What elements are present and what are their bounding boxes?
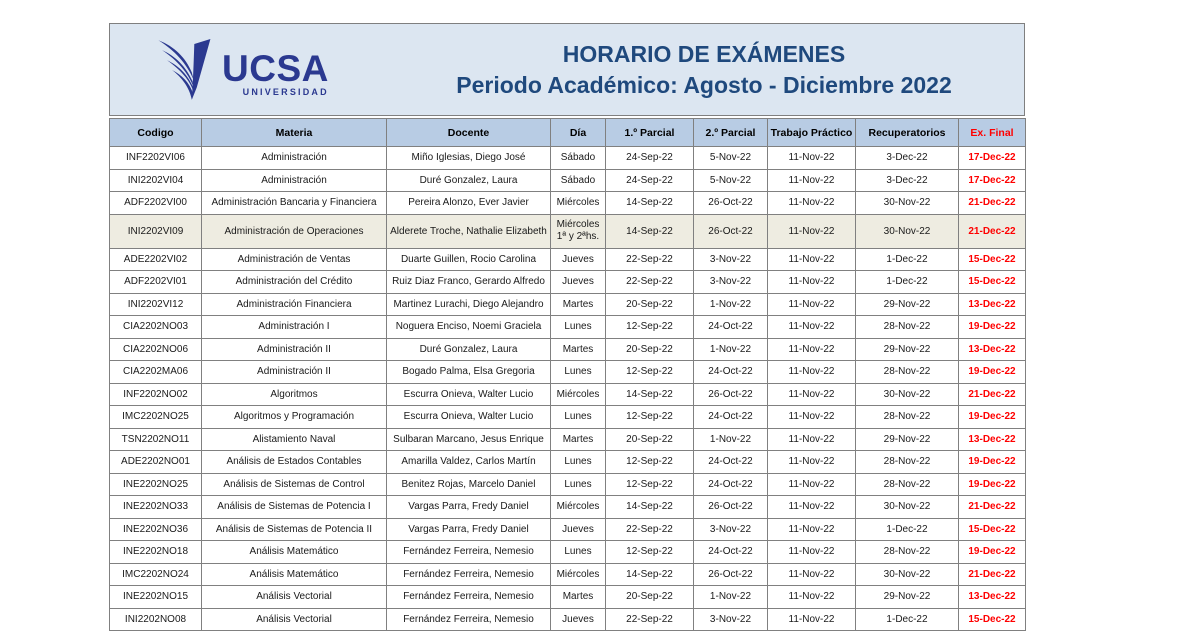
cell-materia: Análisis de Sistemas de Potencia I <box>202 496 387 519</box>
cell-recuperatorios: 29-Nov-22 <box>856 586 959 609</box>
cell-parcial-2: 24-Oct-22 <box>694 361 768 384</box>
cell-docente: Martinez Lurachi, Diego Alejandro <box>387 293 551 316</box>
cell-trabajo-practico: 11-Nov-22 <box>768 451 856 474</box>
cell-parcial-1: 14-Sep-22 <box>606 563 694 586</box>
cell-parcial-1: 24-Sep-22 <box>606 147 694 170</box>
cell-parcial-2: 1-Nov-22 <box>694 586 768 609</box>
cell-docente: Fernández Ferreira, Nemesio <box>387 541 551 564</box>
cell-dia: Lunes <box>551 316 606 339</box>
cell-dia: Sábado <box>551 147 606 170</box>
cell-parcial-2: 5-Nov-22 <box>694 147 768 170</box>
cell-ex-final: 19-Dec-22 <box>959 451 1026 474</box>
cell-docente: Amarilla Valdez, Carlos Martín <box>387 451 551 474</box>
column-header-ex-final: Ex. Final <box>959 119 1026 147</box>
ucsa-logo <box>156 39 394 101</box>
ucsa-swoosh-icon <box>156 39 214 101</box>
cell-parcial-2: 24-Oct-22 <box>694 406 768 429</box>
cell-recuperatorios: 1-Dec-22 <box>856 518 959 541</box>
cell-docente: Duré Gonzalez, Laura <box>387 169 551 192</box>
cell-ex-final: 13-Dec-22 <box>959 586 1026 609</box>
cell-codigo: TSN2202NO11 <box>110 428 202 451</box>
cell-trabajo-practico: 11-Nov-22 <box>768 383 856 406</box>
cell-trabajo-practico: 11-Nov-22 <box>768 338 856 361</box>
cell-materia: Análisis de Estados Contables <box>202 451 387 474</box>
table-row <box>110 608 1026 631</box>
cell-ex-final: 19-Dec-22 <box>959 406 1026 429</box>
cell-dia: Lunes <box>551 451 606 474</box>
column-header-docente: Docente <box>387 119 551 147</box>
cell-materia: Administración <box>202 147 387 170</box>
cell-dia: Lunes <box>551 473 606 496</box>
document-page <box>109 23 1025 631</box>
cell-recuperatorios: 1-Dec-22 <box>856 271 959 294</box>
cell-parcial-1: 20-Sep-22 <box>606 293 694 316</box>
cell-docente: Duarte Guillen, Rocio Carolina <box>387 248 551 271</box>
cell-codigo: INF2202NO02 <box>110 383 202 406</box>
cell-materia: Administración de Operaciones <box>202 214 387 248</box>
cell-materia: Análisis Vectorial <box>202 608 387 631</box>
cell-recuperatorios: 28-Nov-22 <box>856 451 959 474</box>
cell-parcial-2: 26-Oct-22 <box>694 383 768 406</box>
cell-parcial-1: 24-Sep-22 <box>606 169 694 192</box>
table-row <box>110 586 1026 609</box>
cell-trabajo-practico: 11-Nov-22 <box>768 248 856 271</box>
cell-docente: Vargas Parra, Fredy Daniel <box>387 496 551 519</box>
cell-ex-final: 19-Dec-22 <box>959 361 1026 384</box>
table-row <box>110 541 1026 564</box>
table-row <box>110 563 1026 586</box>
cell-ex-final: 21-Dec-22 <box>959 496 1026 519</box>
cell-materia: Análisis Vectorial <box>202 586 387 609</box>
cell-parcial-2: 3-Nov-22 <box>694 608 768 631</box>
cell-parcial-2: 5-Nov-22 <box>694 169 768 192</box>
cell-trabajo-practico: 11-Nov-22 <box>768 406 856 429</box>
cell-dia: Miércoles <box>551 192 606 215</box>
cell-ex-final: 21-Dec-22 <box>959 383 1026 406</box>
cell-trabajo-practico: 11-Nov-22 <box>768 541 856 564</box>
cell-recuperatorios: 29-Nov-22 <box>856 338 959 361</box>
cell-ex-final: 19-Dec-22 <box>959 541 1026 564</box>
cell-recuperatorios: 30-Nov-22 <box>856 214 959 248</box>
cell-parcial-2: 3-Nov-22 <box>694 271 768 294</box>
cell-dia: Miércoles <box>551 383 606 406</box>
cell-trabajo-practico: 11-Nov-22 <box>768 608 856 631</box>
column-header-codigo: Codigo <box>110 119 202 147</box>
cell-docente: Bogado Palma, Elsa Gregoria <box>387 361 551 384</box>
ucsa-logo-text <box>222 48 329 100</box>
cell-docente: Noguera Enciso, Noemi Graciela <box>387 316 551 339</box>
cell-docente: Fernández Ferreira, Nemesio <box>387 608 551 631</box>
cell-parcial-1: 20-Sep-22 <box>606 586 694 609</box>
cell-dia: Jueves <box>551 518 606 541</box>
cell-recuperatorios: 1-Dec-22 <box>856 248 959 271</box>
logo-subtitle: UNIVERSIDAD <box>242 86 329 97</box>
cell-trabajo-practico: 11-Nov-22 <box>768 473 856 496</box>
table-row <box>110 428 1026 451</box>
cell-trabajo-practico: 11-Nov-22 <box>768 214 856 248</box>
document-header <box>109 23 1025 116</box>
cell-codigo: CIA2202MA06 <box>110 361 202 384</box>
cell-trabajo-practico: 11-Nov-22 <box>768 586 856 609</box>
table-row <box>110 293 1026 316</box>
cell-parcial-1: 20-Sep-22 <box>606 338 694 361</box>
cell-ex-final: 21-Dec-22 <box>959 563 1026 586</box>
cell-materia: Análisis de Sistemas de Control <box>202 473 387 496</box>
cell-ex-final: 15-Dec-22 <box>959 271 1026 294</box>
cell-recuperatorios: 1-Dec-22 <box>856 608 959 631</box>
cell-ex-final: 15-Dec-22 <box>959 518 1026 541</box>
cell-trabajo-practico: 11-Nov-22 <box>768 518 856 541</box>
cell-ex-final: 15-Dec-22 <box>959 248 1026 271</box>
table-row <box>110 383 1026 406</box>
table-row <box>110 147 1026 170</box>
cell-codigo: CIA2202NO03 <box>110 316 202 339</box>
cell-dia: Lunes <box>551 361 606 384</box>
cell-codigo: INE2202NO36 <box>110 518 202 541</box>
table-row <box>110 214 1026 248</box>
cell-codigo: INI2202VI09 <box>110 214 202 248</box>
cell-dia: Martes <box>551 428 606 451</box>
cell-parcial-1: 22-Sep-22 <box>606 608 694 631</box>
cell-dia: Jueves <box>551 271 606 294</box>
cell-ex-final: 21-Dec-22 <box>959 214 1026 248</box>
table-row <box>110 496 1026 519</box>
cell-dia: Martes <box>551 293 606 316</box>
cell-recuperatorios: 30-Nov-22 <box>856 383 959 406</box>
cell-dia: Lunes <box>551 406 606 429</box>
cell-docente: Fernández Ferreira, Nemesio <box>387 586 551 609</box>
cell-trabajo-practico: 11-Nov-22 <box>768 316 856 339</box>
cell-recuperatorios: 30-Nov-22 <box>856 192 959 215</box>
cell-parcial-1: 12-Sep-22 <box>606 451 694 474</box>
cell-codigo: INE2202NO15 <box>110 586 202 609</box>
cell-docente: Escurra Onieva, Walter Lucio <box>387 383 551 406</box>
cell-parcial-1: 12-Sep-22 <box>606 361 694 384</box>
cell-parcial-1: 14-Sep-22 <box>606 214 694 248</box>
cell-parcial-2: 1-Nov-22 <box>694 338 768 361</box>
table-row <box>110 451 1026 474</box>
document-title <box>394 39 1024 100</box>
cell-ex-final: 13-Dec-22 <box>959 338 1026 361</box>
cell-parcial-1: 12-Sep-22 <box>606 541 694 564</box>
cell-codigo: INI2202VI12 <box>110 293 202 316</box>
cell-docente: Pereira Alonzo, Ever Javier <box>387 192 551 215</box>
cell-parcial-1: 20-Sep-22 <box>606 428 694 451</box>
cell-codigo: IMC2202NO25 <box>110 406 202 429</box>
cell-materia: Administración II <box>202 361 387 384</box>
cell-parcial-2: 26-Oct-22 <box>694 563 768 586</box>
cell-materia: Algoritmos y Programación <box>202 406 387 429</box>
cell-materia: Análisis de Sistemas de Potencia II <box>202 518 387 541</box>
cell-parcial-1: 22-Sep-22 <box>606 518 694 541</box>
table-row <box>110 518 1026 541</box>
cell-materia: Administración del Crédito <box>202 271 387 294</box>
cell-codigo: INE2202NO25 <box>110 473 202 496</box>
cell-codigo: ADF2202VI01 <box>110 271 202 294</box>
schedule-table-body <box>110 147 1026 631</box>
cell-trabajo-practico: 11-Nov-22 <box>768 361 856 384</box>
cell-dia: Jueves <box>551 608 606 631</box>
cell-docente: Miño Iglesias, Diego José <box>387 147 551 170</box>
cell-ex-final: 13-Dec-22 <box>959 293 1026 316</box>
cell-parcial-2: 24-Oct-22 <box>694 473 768 496</box>
cell-materia: Administración I <box>202 316 387 339</box>
cell-codigo: ADE2202NO01 <box>110 451 202 474</box>
cell-parcial-2: 26-Oct-22 <box>694 192 768 215</box>
cell-parcial-2: 3-Nov-22 <box>694 518 768 541</box>
cell-recuperatorios: 29-Nov-22 <box>856 428 959 451</box>
cell-trabajo-practico: 11-Nov-22 <box>768 563 856 586</box>
cell-codigo: CIA2202NO06 <box>110 338 202 361</box>
cell-dia: Miércoles <box>551 563 606 586</box>
cell-codigo: ADF2202VI00 <box>110 192 202 215</box>
table-row <box>110 361 1026 384</box>
cell-ex-final: 17-Dec-22 <box>959 147 1026 170</box>
cell-trabajo-practico: 11-Nov-22 <box>768 192 856 215</box>
cell-recuperatorios: 3-Dec-22 <box>856 169 959 192</box>
cell-parcial-1: 14-Sep-22 <box>606 383 694 406</box>
cell-codigo: INF2202VI06 <box>110 147 202 170</box>
cell-materia: Alistamiento Naval <box>202 428 387 451</box>
cell-parcial-1: 12-Sep-22 <box>606 316 694 339</box>
cell-docente: Sulbaran Marcano, Jesus Enrique <box>387 428 551 451</box>
table-row <box>110 338 1026 361</box>
logo-wordmark: UCSA <box>222 48 329 90</box>
cell-materia: Administración <box>202 169 387 192</box>
cell-ex-final: 17-Dec-22 <box>959 169 1026 192</box>
column-header-materia: Materia <box>202 119 387 147</box>
table-row <box>110 192 1026 215</box>
cell-trabajo-practico: 11-Nov-22 <box>768 169 856 192</box>
cell-recuperatorios: 28-Nov-22 <box>856 316 959 339</box>
cell-docente: Benitez Rojas, Marcelo Daniel <box>387 473 551 496</box>
cell-trabajo-practico: 11-Nov-22 <box>768 496 856 519</box>
column-header-parcial-1: 1.º Parcial <box>606 119 694 147</box>
cell-docente: Escurra Onieva, Walter Lucio <box>387 406 551 429</box>
cell-codigo: ADE2202VI02 <box>110 248 202 271</box>
cell-ex-final: 19-Dec-22 <box>959 316 1026 339</box>
cell-recuperatorios: 28-Nov-22 <box>856 541 959 564</box>
cell-dia: Sábado <box>551 169 606 192</box>
cell-recuperatorios: 28-Nov-22 <box>856 473 959 496</box>
cell-ex-final: 19-Dec-22 <box>959 473 1026 496</box>
cell-codigo: INE2202NO18 <box>110 541 202 564</box>
cell-codigo: INI2202VI04 <box>110 169 202 192</box>
cell-docente: Duré Gonzalez, Laura <box>387 338 551 361</box>
cell-materia: Administración II <box>202 338 387 361</box>
cell-docente: Fernández Ferreira, Nemesio <box>387 563 551 586</box>
cell-ex-final: 21-Dec-22 <box>959 192 1026 215</box>
cell-parcial-2: 3-Nov-22 <box>694 248 768 271</box>
cell-recuperatorios: 29-Nov-22 <box>856 293 959 316</box>
cell-recuperatorios: 28-Nov-22 <box>856 361 959 384</box>
cell-parcial-2: 1-Nov-22 <box>694 428 768 451</box>
cell-docente: Vargas Parra, Fredy Daniel <box>387 518 551 541</box>
cell-dia: Lunes <box>551 541 606 564</box>
cell-parcial-1: 14-Sep-22 <box>606 496 694 519</box>
cell-trabajo-practico: 11-Nov-22 <box>768 428 856 451</box>
column-header-trabajo-practico: Trabajo Práctico <box>768 119 856 147</box>
cell-parcial-1: 12-Sep-22 <box>606 406 694 429</box>
cell-materia: Administración de Ventas <box>202 248 387 271</box>
cell-dia: Miércoles 1ª y 2ªhs. <box>551 214 606 248</box>
cell-recuperatorios: 3-Dec-22 <box>856 147 959 170</box>
cell-materia: Análisis Matemático <box>202 541 387 564</box>
cell-recuperatorios: 30-Nov-22 <box>856 563 959 586</box>
column-header-parcial-2: 2.º Parcial <box>694 119 768 147</box>
table-row <box>110 271 1026 294</box>
table-row <box>110 406 1026 429</box>
cell-codigo: IMC2202NO24 <box>110 563 202 586</box>
cell-materia: Administración Bancaria y Financiera <box>202 192 387 215</box>
cell-materia: Administración Financiera <box>202 293 387 316</box>
cell-docente: Alderete Troche, Nathalie Elizabeth <box>387 214 551 248</box>
column-header-row <box>110 119 1026 147</box>
table-row <box>110 316 1026 339</box>
cell-codigo: INI2202NO08 <box>110 608 202 631</box>
cell-parcial-2: 24-Oct-22 <box>694 541 768 564</box>
cell-codigo: INE2202NO33 <box>110 496 202 519</box>
cell-parcial-2: 26-Oct-22 <box>694 214 768 248</box>
cell-parcial-1: 22-Sep-22 <box>606 271 694 294</box>
cell-ex-final: 13-Dec-22 <box>959 428 1026 451</box>
cell-parcial-1: 12-Sep-22 <box>606 473 694 496</box>
table-row <box>110 169 1026 192</box>
cell-materia: Algoritmos <box>202 383 387 406</box>
column-header-recuperatorios: Recuperatorios <box>856 119 959 147</box>
cell-parcial-2: 24-Oct-22 <box>694 316 768 339</box>
title-line-1: HORARIO DE EXÁMENES <box>562 41 846 68</box>
column-header-dia: Día <box>551 119 606 147</box>
cell-parcial-2: 24-Oct-22 <box>694 451 768 474</box>
table-row <box>110 248 1026 271</box>
cell-dia: Jueves <box>551 248 606 271</box>
table-row <box>110 473 1026 496</box>
cell-dia: Martes <box>551 586 606 609</box>
cell-parcial-1: 14-Sep-22 <box>606 192 694 215</box>
cell-parcial-1: 22-Sep-22 <box>606 248 694 271</box>
cell-trabajo-practico: 11-Nov-22 <box>768 293 856 316</box>
cell-recuperatorios: 30-Nov-22 <box>856 496 959 519</box>
cell-ex-final: 15-Dec-22 <box>959 608 1026 631</box>
cell-docente: Ruiz Diaz Franco, Gerardo Alfredo <box>387 271 551 294</box>
cell-recuperatorios: 28-Nov-22 <box>856 406 959 429</box>
cell-materia: Análisis Matemático <box>202 563 387 586</box>
exam-schedule-table <box>109 118 1026 631</box>
cell-dia: Martes <box>551 338 606 361</box>
cell-parcial-2: 1-Nov-22 <box>694 293 768 316</box>
title-line-2: Periodo Académico: Agosto - Diciembre 2022 <box>456 71 952 98</box>
cell-trabajo-practico: 11-Nov-22 <box>768 147 856 170</box>
cell-trabajo-practico: 11-Nov-22 <box>768 271 856 294</box>
cell-dia: Miércoles <box>551 496 606 519</box>
cell-parcial-2: 26-Oct-22 <box>694 496 768 519</box>
